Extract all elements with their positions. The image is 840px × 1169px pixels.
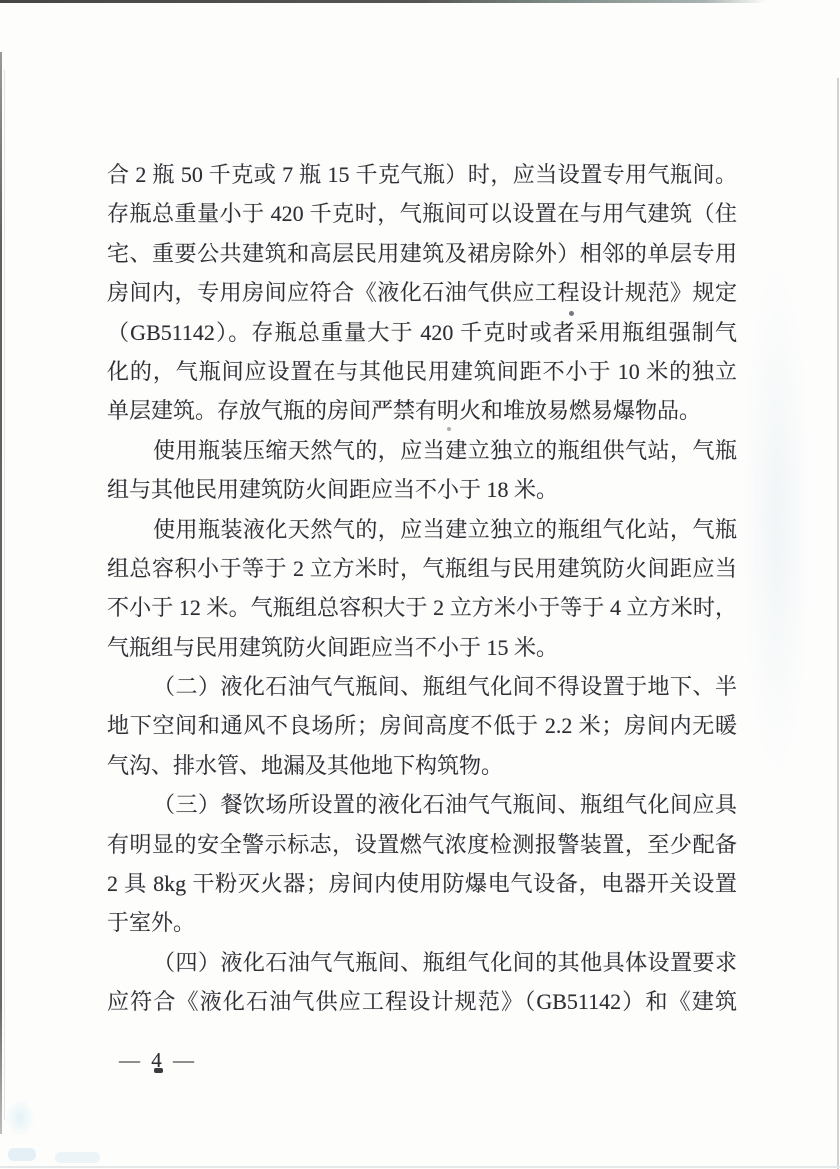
scan-edge-bottom (0, 1166, 840, 1168)
scan-tint-bottom-left (6, 1100, 34, 1136)
text-line: （四）液化石油气气瓶间、瓶组气化间的其他具体设置要求 (153, 949, 737, 975)
text-line: 应符合《液化石油气供应工程设计规范》（GB51142）和《建筑 (107, 989, 737, 1015)
text-line: 有明显的安全警示标志，设置燃气浓度检测报警装置，至少配备 (107, 831, 737, 857)
scan-edge-left-secondary (4, 70, 5, 1120)
scan-edge-top (0, 0, 766, 3)
text-line: 房间内，专用房间应符合《液化石油气供应工程设计规范》规定 (107, 280, 737, 306)
text-line: 合 2 瓶 50 千克或 7 瓶 15 千克气瓶）时，应当设置专用气瓶间。 (107, 162, 737, 187)
text-line: 2 具 8kg 干粉灭火器；房间内使用防爆电气设备，电器开关设置 (107, 871, 737, 897)
text-line: 存瓶总重量小于 420 千克时，气瓶间可以设置在与用气建筑（住 (107, 201, 737, 227)
text-line: 宅、重要公共建筑和高层民用建筑及裙房除外）相邻的单层专用 (107, 240, 737, 266)
scan-edge-right (837, 78, 839, 1169)
text-line: （三）餐饮场所设置的液化石油气气瓶间、瓶组气化间应具 (153, 792, 737, 818)
document-body (107, 155, 737, 1022)
text-line: 不小于 12 米。气瓶组总容积大于 2 立方米小于等于 4 立方米时， (107, 595, 737, 621)
text-line: 气沟、排水管、地漏及其他地下构筑物。 (107, 752, 504, 778)
scan-edge-left (0, 52, 2, 1134)
text-line: 组总容积小于等于 2 立方米时，气瓶组与民用建筑防火间距应当 (107, 555, 737, 581)
text-line: （二）液化石油气气瓶间、瓶组气化间不得设置于地下、半 (153, 674, 737, 700)
scan-tint-band (742, 260, 812, 780)
text-line: 于室外。 (107, 910, 196, 936)
page-number: — 4 — (119, 1048, 197, 1072)
scan-speck (55, 1152, 100, 1163)
text-line: 使用瓶装液化天然气的，应当建立独立的瓶组气化站，气瓶 (153, 516, 737, 542)
text-line: 组与其他民用建筑防火间距应当不小于 18 米。 (107, 477, 559, 503)
text-line: 地下空间和通风不良场所；房间高度不低于 2.2 米；房间内无暖 (107, 713, 737, 739)
text-line: 化的，气瓶间应设置在与其他民用建筑间距不小于 10 米的独立 (107, 358, 737, 384)
text-line: 单层建筑。存放气瓶的房间严禁有明火和堆放易燃易爆物品。 (107, 398, 702, 424)
scan-speck (8, 1148, 36, 1161)
text-line: 气瓶组与民用建筑防火间距应当不小于 15 米。 (107, 634, 559, 660)
text-line: 使用瓶装压缩天然气的，应当建立独立的瓶组供气站，气瓶 (153, 437, 737, 463)
text-line: （GB51142）。存瓶总重量大于 420 千克时或者采用瓶组强制气 (107, 319, 737, 345)
